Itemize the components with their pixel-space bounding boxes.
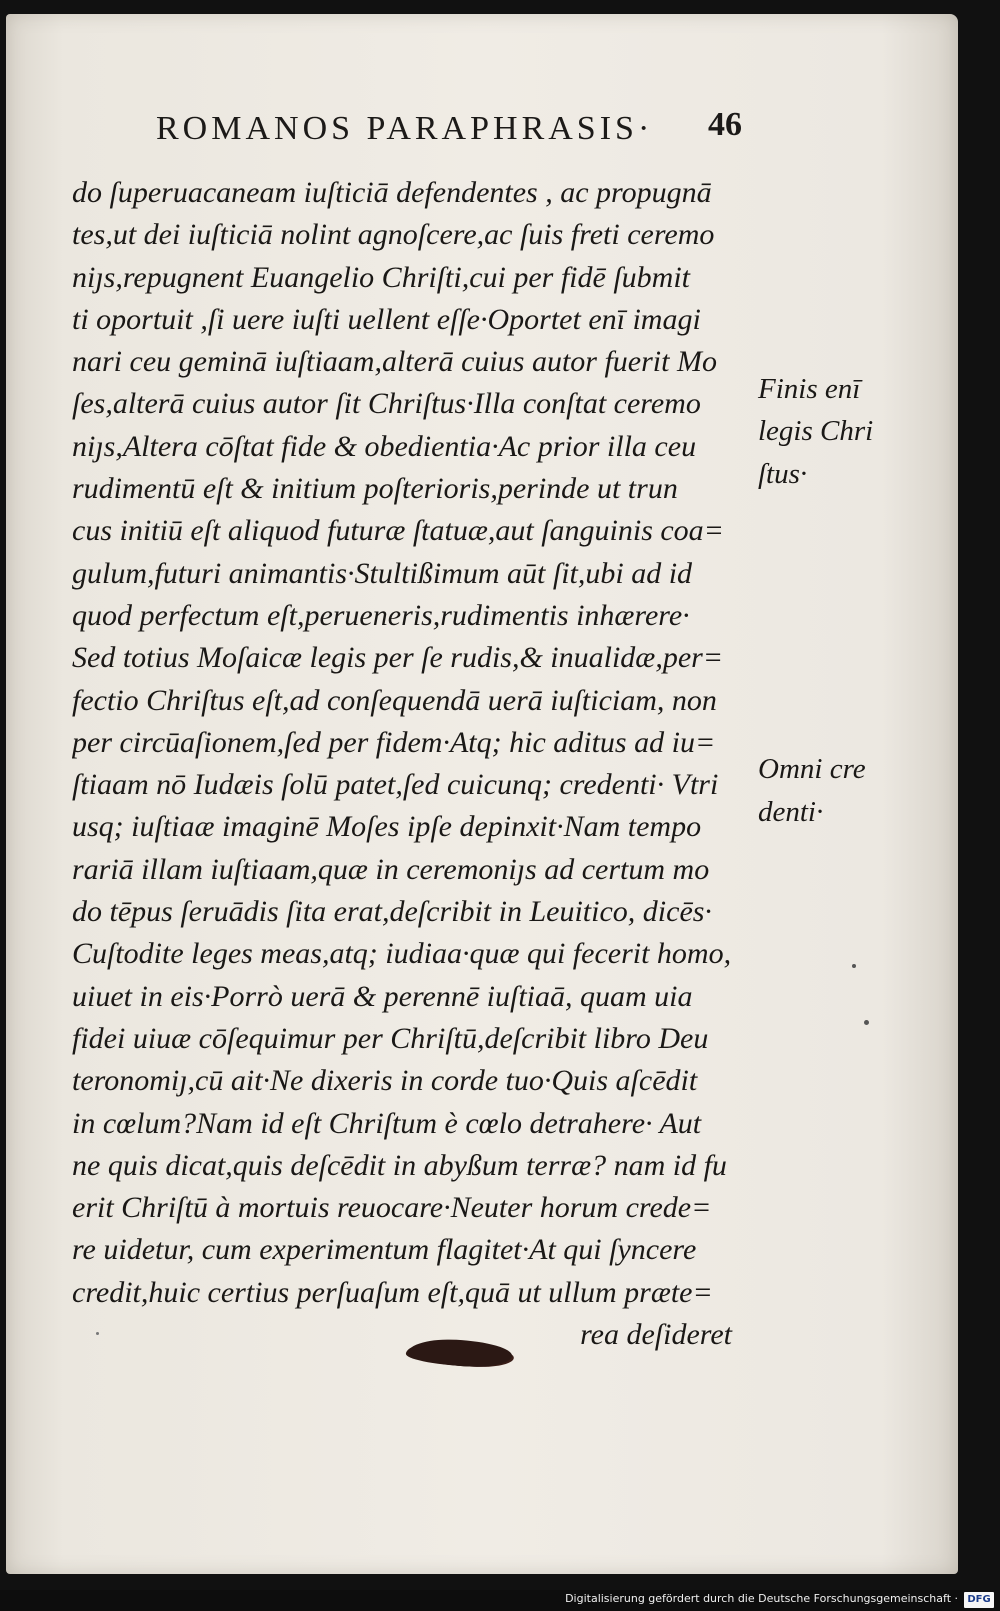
text-line: Sed totius Moſaicæ legis per ſe rudis,& inualidæ,per= <box>72 641 724 675</box>
text-line: quod perfectum eſt,perueneris,rudimentis inhærere· <box>72 598 690 632</box>
text-line: ti oportuit ,ſi uere iuſti uellent eſſe·Oportet enī imagi <box>72 302 701 336</box>
running-title: ROMANOS PARAPHRASIS· <box>156 110 654 147</box>
paper-speck <box>864 1020 869 1025</box>
margin-note-line: legis Chri <box>758 415 874 447</box>
dfg-logo: DFG <box>964 1592 994 1608</box>
text-line: usq; iuſtiaæ imaginē Moſes ipſe depinxit·Nam tempo <box>72 810 702 844</box>
paper-speck <box>96 1332 99 1335</box>
catchword: rea deſideret <box>580 1318 732 1352</box>
text-line: in cœlum?Nam id eſt Chriſtum è cœlo detrahere· Aut <box>72 1106 702 1140</box>
text-line: do ſuperuacaneam iuſticiā defendentes , ac propugnā <box>72 176 712 209</box>
text-line: uiuet in eis·Porrò uerā & perennē iuſtiaā, quam uia <box>72 979 693 1013</box>
text-line: gulum,futuri animantis·Stultißimum aūt ſit,ubi ad id <box>72 556 693 590</box>
text-line: fidei uiuæ cōſequimur per Chriſtū,deſcribit libro Deu <box>72 1021 709 1055</box>
text-line: nari ceu geminā iuſtiaam,alterā cuius autor fuerit Mo <box>72 345 717 379</box>
text-line: credit,huic certius perſuaſum eſt,quā ut ullum præte= <box>72 1275 713 1309</box>
text-line: teronomiȷ,cū ait·Ne dixeris in corde tuo·Quis aſcēdit <box>72 1064 698 1098</box>
text-line: rudimentū eſt & initium poſterioris,perinde ut trun <box>72 472 678 506</box>
margin-note-line: ſtus· <box>758 458 808 490</box>
digitization-credit: Digitalisierung gefördert durch die Deutsche Forschungsgemeinschaft · <box>565 1592 958 1605</box>
text-line: ſes,alterā cuius autor ſit Chriſtus·Illa conſtat ceremo <box>72 387 701 421</box>
main-text-block <box>72 172 742 1356</box>
text-line: niȷs,repugnent Euangelio Chriſti,cui per fidē ſubmit <box>72 260 691 294</box>
book-page <box>6 14 958 1574</box>
text-line: erit Chriſtū à mortuis reuocare·Neuter horum crede= <box>72 1191 712 1225</box>
text-line: ne quis dicat,quis deſcēdit in abyßum terræ? nam id fu <box>72 1148 727 1182</box>
text-line: tes,ut dei iuſticiā nolint agnoſcere,ac ſuis freti ceremo <box>72 218 715 252</box>
text-line: per circūaſionem,ſed per fidem·Atq; hic aditus ad iu= <box>72 725 716 759</box>
margin-note-line: Finis enī <box>758 373 861 405</box>
text-line: cus initiū eſt aliquod futuræ ſtatuæ,aut ſanguinis coa= <box>72 514 724 548</box>
margin-note-line: denti· <box>758 796 824 828</box>
folio-number: 46 <box>708 106 742 143</box>
text-line: fectio Chriſtus eſt,ad conſequendā uerā iuſticiam, non <box>72 683 717 717</box>
paper-speck <box>852 964 856 968</box>
running-head <box>156 98 756 158</box>
margin-note-line: Omni cre <box>758 753 866 785</box>
text-line: niȷs,Altera cōſtat fide & obedientia·Ac prior illa ceu <box>72 429 697 463</box>
text-line: re uidetur, cum experimentum flagitet·At qui ſyncere <box>72 1233 697 1267</box>
text-line: do tēpus ſeruādis ſita erat,deſcribit in Leuitico, dicēs· <box>72 895 712 929</box>
text-line: Cuſtodite leges meas,atq; iudiaa·quæ qui fecerit homo, <box>72 937 732 971</box>
text-line: ſtiaam nō Iudæis ſolū patet,ſed cuicunq; credenti· Vtri <box>72 768 719 802</box>
text-line: rariā illam iuſtiaam,quæ in ceremoniȷs ad certum mo <box>72 852 710 886</box>
